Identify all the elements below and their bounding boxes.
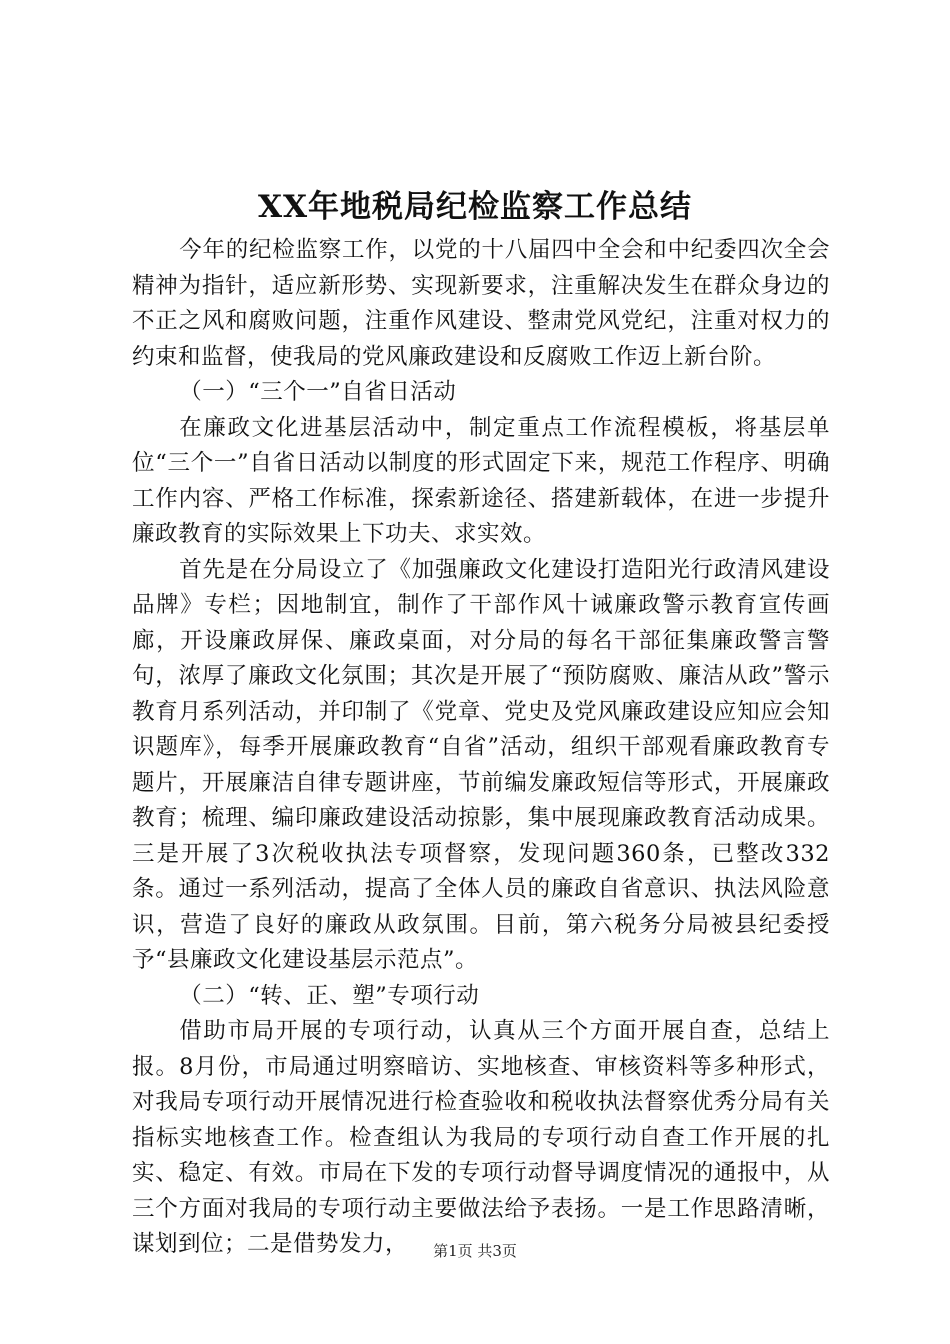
document-title: XX年地税局纪检监察工作总结 <box>257 189 693 225</box>
paragraph-section-2: 借助市局开展的专项行动，认真从三个方面开展自查，总结上报。8月份，市局通过明察暗访、实地核查、审核资料等多种形式，对我局专项行动开展情况进行检查验收和税收执法督察优秀分局有关指标实地核查工作。检查组认为我局的专项行动自查工作开展的扎实、稳定、有效。市局在下发的专项行动督导调度情况的通报中，从三个方面对我局的专项行动主要做法给予表扬。一是工作思路清晰，谋划到位；二是借势发力， <box>132 1018 830 1257</box>
paragraph-section-1-details: 首先是在分局设立了《加强廉政文化建设打造阳光行政清风建设品牌》专栏；因地制宜，制作了干部作风十诫廉政警示教育宣传画廊，开设廉政屏保、廉政桌面，对分局的每名干部征集廉政警言警句，浓厚了廉政文化氛围；其次是开展了“预防腐败、廉洁从政”警示教育月系列活动，并印制了《党章、党史及党风廉政建设应知应会知识题库》，每季开展廉政教育“自省”活动，组织干部观看廉政教育专题片，开展廉洁自律专题讲座，节前编发廉政短信等形式，开展廉政教育；梳理、编印廉政建设活动掠影，集中展现廉政教育活动成果。三是开展了3次税收执法专项督察，发现问题360条，已整改332条。通过一系列活动，提高了全体人员的廉政自省意识、执法风险意识，营造了良好的廉政从政氛围。目前，第六税务分局被县纪委授予“县廉政文化建设基层示范点”。 <box>132 556 830 973</box>
paragraph-intro: 今年的纪检监察工作，以党的十八届四中全会和中纪委四次全会精神为指针，适应新形势、实现新要求，注重解决发生在群众身边的不正之风和腐败问题，注重作风建设、整肃党风党纪，注重对权力的约束和监督，使我局的党风廉政建设和反腐败工作迈上新台阶。 <box>132 237 830 370</box>
paragraph-section-1: 在廉政文化进基层活动中，制定重点工作流程模板，将基层单位“三个一”自省日活动以制度的形式固定下来，规范工作程序、明确工作内容、严格工作标准，探索新途径、搭建新载体，在进一步提升廉政教育的实际效果上下功夫、求实效。 <box>132 414 830 547</box>
section-heading-1: （一）“三个一”自省日活动 <box>179 379 457 405</box>
page-number-footer: 第1页 共3页 <box>433 1242 517 1260</box>
section-heading-2: （二）“转、正、塑”专项行动 <box>179 982 480 1009</box>
document-body <box>132 233 830 1263</box>
